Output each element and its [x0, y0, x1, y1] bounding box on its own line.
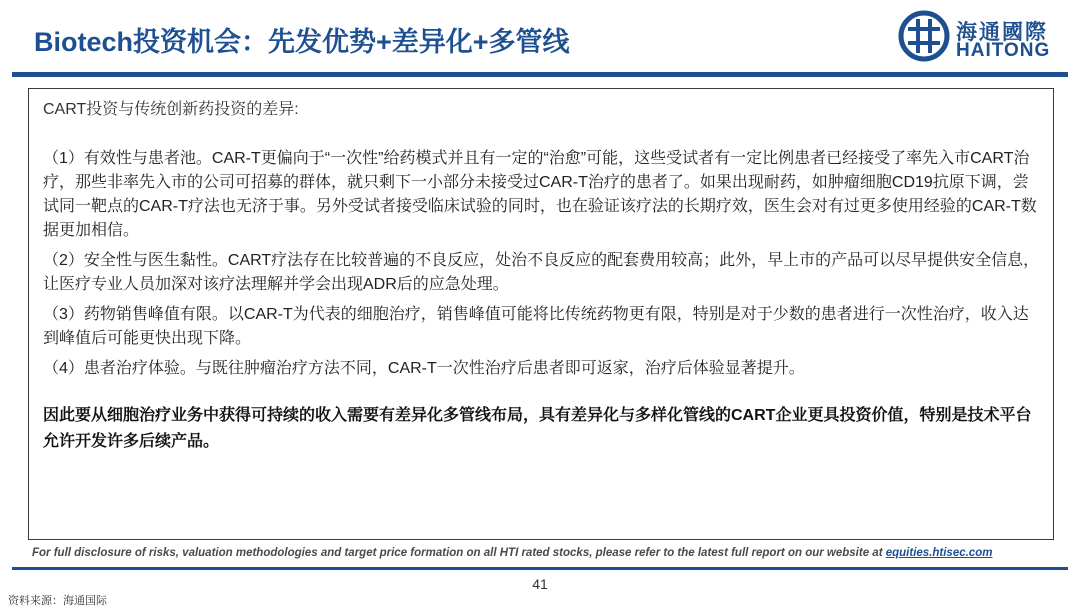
header-divider — [12, 72, 1068, 77]
disclosure-note — [32, 547, 992, 559]
disclosure-text: For full disclosure of risks, valuation methodologies and target price formation on all HTI rated stocks, please refer to the latest full report on our website at — [32, 547, 886, 559]
paragraph-sales-peak: （3）药物销售峰值有限。以CAR-T为代表的细胞治疗，销售峰值可能将比传统药物更有限，特别是对于少数的患者进行一次性治疗，收入达到峰值后可能更快出现下降。 — [43, 306, 1029, 347]
logo-text-cn: 海通國際 — [956, 21, 1048, 44]
page-title: Biotech投资机会：先发优势+差异化+多管线 — [34, 27, 570, 57]
paragraph-efficacy: （1）有效性与患者池。CAR-T更偏向于“一次性”给药模式并且有一定的“治愈”可能，这些受试者有一定比例患者已经接受了率先入市CART治疗，那些非率先入市的公司可招募的群体，就只剩下一小部分未接受过CAR-T治疗的患者了。如果出现耐药，如肿瘤细胞CD19抗原下调，尝试同一靶点的CAR-T疗法也无济于事。另外受试者接受临床试验的同时，也在验证该疗法的长期疗效，医生会对有过更多使用经验的CAR-T数据更加相信。 — [43, 150, 1037, 239]
logo-text-en: HAITONG — [956, 40, 1051, 61]
conclusion-text: 因此要从细胞治疗业务中获得可持续的收入需要有差异化多管线布局，具有差异化与多样化管线的CART企业更具投资价值，特别是技术平台允许开发许多后续产品。 — [43, 407, 1032, 450]
footer-divider — [12, 567, 1068, 570]
disclosure-link[interactable]: equities.htisec.com — [885, 547, 993, 559]
haitong-logo-icon — [898, 10, 950, 62]
intro-text: CART投资与传统创新药投资的差异: — [43, 101, 299, 118]
page-number: 41 — [532, 576, 548, 592]
source-note: 资料来源：海通国际 — [8, 595, 107, 607]
paragraph-safety: （2）安全性与医生黏性。CART疗法存在比较普遍的不良反应，处治不良反应的配套费用较高；此外，早上市的产品可以尽早提供安全信息，让医疗专业人员加深对该疗法理解并学会出现ADR后的应急处理。 — [43, 252, 1040, 293]
content-box — [28, 88, 1054, 540]
company-logo — [898, 8, 1068, 64]
paragraph-patient-experience: （4）患者治疗体验。与既往肿瘤治疗方法不同，CAR-T一次性治疗后患者即可返家，治疗后体验显著提升。 — [43, 360, 805, 377]
